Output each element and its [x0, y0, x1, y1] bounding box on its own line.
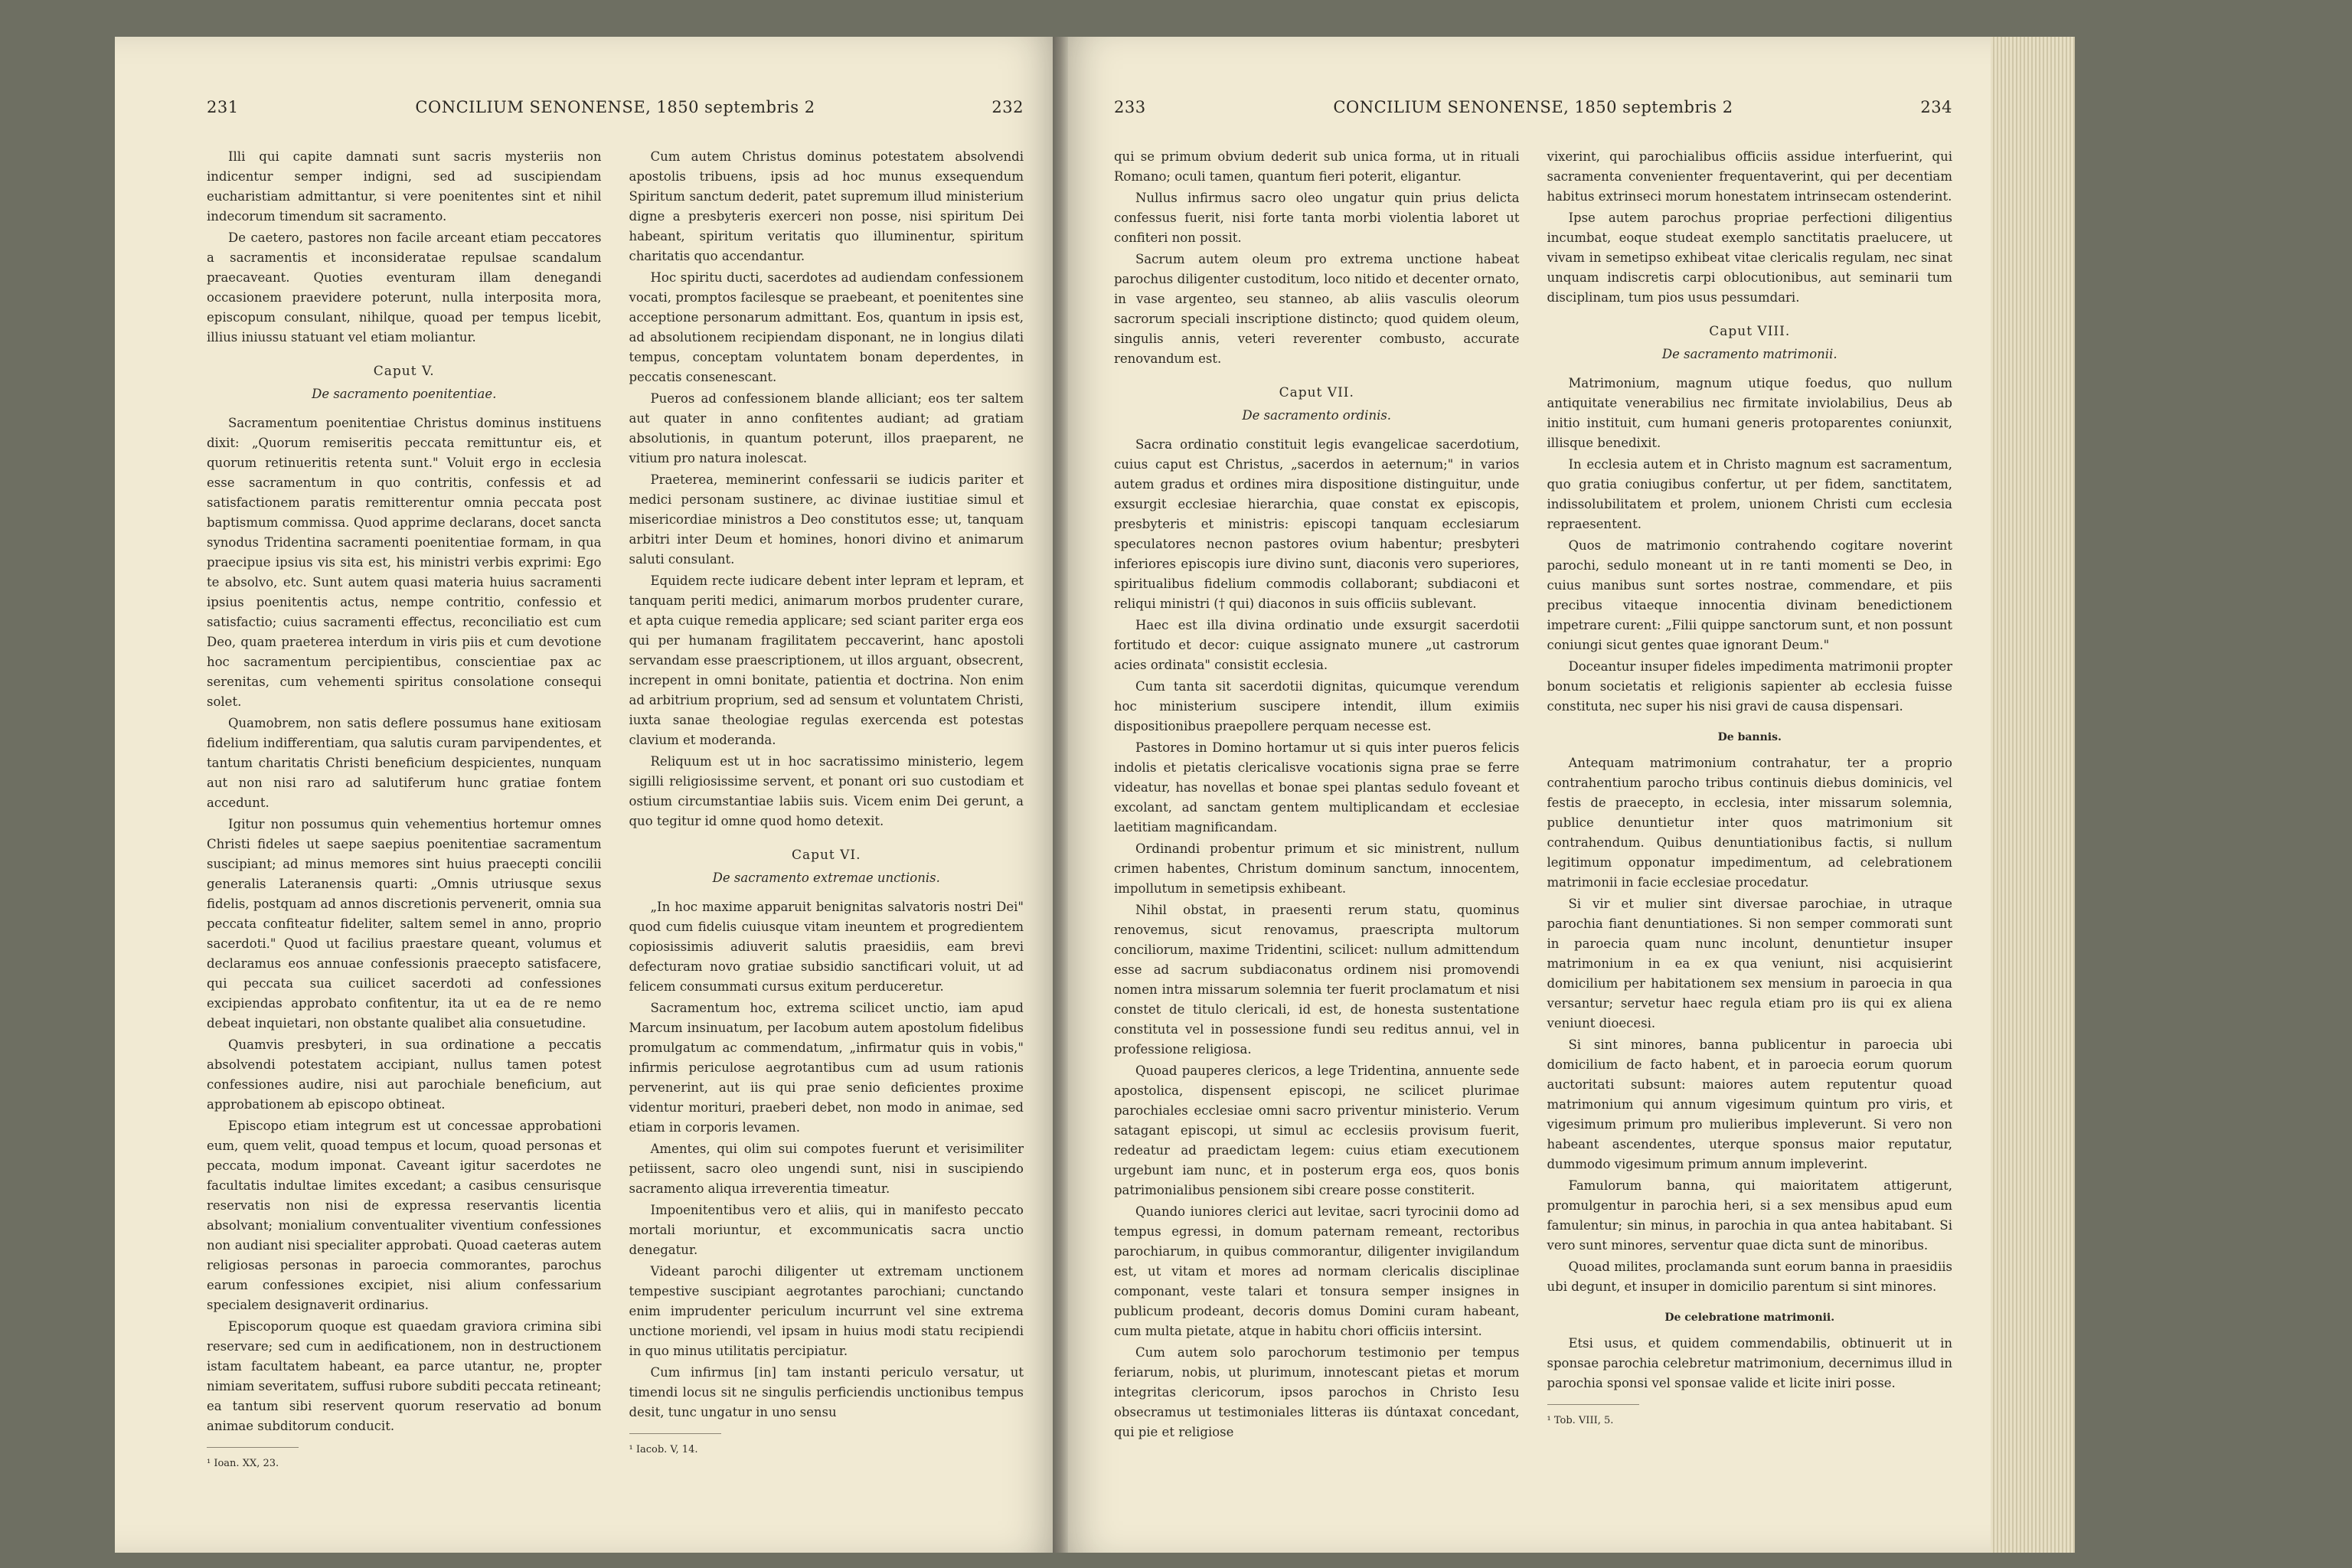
paragraph: Sacramentum poenitentiae Christus dominus instituens dixit: „Quorum remiseritis peccata remittuntur eis, et quorum retinueritis retenta sunt." Voluit ergo in ecclesia esse sacramentum in quo contritis, confessis et ad satisfactionem paratis remitterentur omnia peccata post baptismum commissa. Quod apprime declarans, docet sancta synodus Tridentina sacramenti poenitentiae formam, in qua praecipue ipsius vis sita est, his ministri verbis exprimi: Ego te absolvo, etc. Sunt autem quasi materia huius sacramenti ipsius poenitentis actus, nempe contritio, confessio et satisfactio; cuius sacramenti effectus, reconciliatio est cum Deo, quam praeterea interdum in viris piis et cum devotione hoc sacramentum percipientibus, conscientiae pax ac serenitas, cum vehementi spiritus consolatione consequi solet.	[207, 416, 602, 709]
page-number: 234	[1920, 98, 1952, 116]
right-page	[1060, 37, 2075, 1553]
chapter-heading: Caput VI.	[791, 848, 861, 863]
paragraph: Nihil obstat, in praesenti rerum statu, quominus renovemus, sicut renovamus, praescripta multorum conciliorum, maxime Tridentini, scilicet: nullum admittendum esse ad sacrum subdiaconatus ordinem nisi promovendi nomen intra missarum solemnia ter fuerit proclamatum et nisi constet de titulo clericali, id est, de honesta sustentatione constituta vel in possessione fundi seu reditus annui, vel in professione religiosa.	[1114, 903, 1520, 1057]
right-running-header	[1114, 98, 1952, 116]
section-heading: De bannis.	[1717, 731, 1782, 743]
paragraph: In ecclesia autem et in Christo magnum est sacramentum, quo gratia coniugibus confertur, ut per fidem, sanctitatem, indissolubilitatem et prolem, unionem Christi cum ecclesia repraesentent.	[1547, 457, 1952, 531]
footnote: ¹ Ioan. XX, 23.	[207, 1447, 299, 1474]
paragraph: Cum infirmus [in] tam instanti periculo versatur, ut timendi locus sit ne singulis perficiendis unctionibus tempus desit, tunc ungatur in uno sensu	[629, 1365, 1024, 1419]
paragraph: Hoc spiritu ducti, sacerdotes ad audiendam confessionem vocati, promptos facilesque se praebeant, et poenitentes sine acceptione personarum admittant. Eos, quantum in ipsis est, ad absolutionem recipiendam disponant, ne in longius dilati tempus, conceptam voluntatem bonam deperdentes, in peccatis consenescant.	[629, 270, 1024, 384]
open-book	[115, 37, 2075, 1553]
paragraph: Famulorum banna, qui maioritatem attigerunt, promulgentur in parochia heri, si a sex mensibus apud eum famulentur; sin minus, in parochia in qua antea habitabant. Si vero sunt minores, serventur quae dicta sunt de minoribus.	[1547, 1178, 1952, 1253]
page-number: 232	[991, 98, 1024, 116]
page-number: 233	[1114, 98, 1146, 116]
paragraph: Antequam matrimonium contrahatur, ter a proprio contrahentium parocho tribus continuis diebus dominicis, vel festis de praecepto, in ecclesia, inter missarum solemnia, publice denuntietur inter quos matrimonium sit contrahendum. Quibus denuntiationibus factis, si nullum legitimum opponatur impedimentum, ad celebrationem matrimonii in facie ecclesiae procedatur.	[1547, 756, 1952, 890]
paragraph: Episcopo etiam integrum est ut concessae approbationi eum, quem velit, quoad tempus et locum, quoad personas et peccata, modum imponat. Caveant igitur sacerdotes ne facultatis indultae limites excedant; a casibus censurisque reservatis non nisi de expressa reservantis licentia absolvant; monialium conventualiter viventium confessiones non audiant nisi specialiter approbati. Quoad caeteras autem religiosas personas in paroecia commorantes, parochus earum confessiones excipiet, nisi alium confessarium specialem designaverit ordinarius.	[207, 1119, 602, 1312]
paragraph: Doceantur insuper fideles impedimenta matrimonii propter bonum societatis et religionis sapienter ab ecclesia fuisse constituta, nec super his nisi gravi de causa dispensari.	[1547, 659, 1952, 714]
paragraph: Episcoporum quoque est quaedam graviora crimina sibi reservare; sed cum in aedificationem, non in destructionem istam facultatem habeant, ea parce utantur, ne, propter nimiam severitatem, suffusi rubore subditi peccata retineant; ea tantum sibi reservent quorum reservatio ad bonum animae subditorum conducit.	[207, 1319, 602, 1433]
paragraph: Quando iuniores clerici aut levitae, sacri tyrocinii domo ad tempus egressi, in domum paternam remeant, rectoribus parochiarum, in quibus commorantur, diligenter invigilandum est, ut vitam et mores ad normam clericalis disciplinae componant, veste talari et tonsura semper insignes in publicum prodeant, decoris domus Domini curam habeant, cum multa pietate, atque in habitu chori officiis intersint.	[1114, 1204, 1520, 1338]
paragraph: Igitur non possumus quin vehementius hortemur omnes Christi fideles ut saepe saepius poenitentiae sacramentum suscipiant; ad minus memores sint huius praecepti concilii generalis Lateranensis quarti: „Omnis utriusque sexus fidelis, postquam ad annos discretionis pervenerit, omnia sua peccata confiteatur fideliter, saltem semel in anno, proprio sacerdoti." Quod ut facilius praestare queant, volumus et declaramus eos annuae confessionis praecepto satisfacere, qui peccata sua cuilicet sacerdoti ad confessiones excipiendas approbato confitentur, ita ut ea de re nemo debeat inquietari, non obstante qualibet alia consuetudine.	[207, 817, 602, 1031]
paragraph: Amentes, qui olim sui compotes fuerunt et verisimiliter petiissent, sacro oleo ungendi sunt, nisi in suscipiendo sacramento aliqua irreverentia timeatur.	[629, 1142, 1024, 1196]
paragraph: Etsi usus, et quidem commendabilis, obtinuerit ut in sponsae parochia celebretur matrimonium, decernimus illud in parochia sponsi vel sponsae valide et licite iniri posse.	[1547, 1336, 1952, 1390]
paragraph: Quamobrem, non satis deflere possumus hane exitiosam fidelium indifferentiam, qua salutis curam parvipendentes, et tantum charitatis Christi beneficium despicientes, nunquam aut non nisi raro ad salutiferum hunc gratiae fontem accedunt.	[207, 716, 602, 810]
paragraph: Cum autem solo parochorum testimonio per tempus feriarum, nobis, ut plurimum, innotescant pietas et morum integritas clericorum, ipsos parochos in Christo Iesu obsecramus ut testimoniales litteras iis dúntaxat concedant, qui pie et religiose	[1114, 1345, 1520, 1439]
running-title: CONCILIUM SENONENSE, 1850 septembris 2	[1333, 98, 1733, 116]
paragraph: Quos de matrimonio contrahendo cogitare noverint parochi, sedulo moneant ut in re tanti momenti se Deo, in cuius manibus sunt sortes nostrae, commendare, et piis precibus vitaeque innocentia divinam benedictionem impetrare curent: „Filii quippe sanctorum sunt, et non possunt coniungi sicut gentes quae ignorant Deum."	[1547, 538, 1952, 652]
paragraph: Videant parochi diligenter ut extremam unctionem tempestive suscipiant aegrotantes parochiani; cunctando enim imprudenter periculum incurrunt vel sine extrema unctione moriendi, vel ipsam in huius modi statu recipiendi in quo minus utilitatis percipiatur.	[629, 1264, 1024, 1358]
paragraph: Sacramentum hoc, extrema scilicet unctio, iam apud Marcum insinuatum, per Iacobum autem apostolum fidelibus promulgatum ac commendatum, „infirmatur quis in vobis," infirmis periculose aegrotantibus cum ad usum rationis pervenerint, aut iis qui prae senio deficientes proxime videntur morituri, praeberi debet, non modo in animae, sed etiam in corporis levamen.	[629, 1001, 1024, 1135]
text-column	[1114, 147, 1520, 1444]
chapter-title: De sacramento poenitentiae.	[312, 387, 497, 401]
paragraph: Cum tanta sit sacerdotii dignitas, quicumque verendum hoc ministerium suscipere intendit, illum eximiis dispositionibus praepollere perquam necesse est.	[1114, 679, 1520, 733]
paragraph: Haec est illa divina ordinatio unde exsurgit sacerdotii fortitudo et decor: cuique assignato munere „ut castrorum acies ordinata" consistit ecclesia.	[1114, 618, 1520, 672]
section-heading: De celebratione matrimonii.	[1664, 1312, 1835, 1324]
paragraph: Illi qui capite damnati sunt sacris mysteriis non indicentur semper indigni, sed ad suscipiendam eucharistiam admittantur, si vere poenitentes sint et nihil indecorum timendum sit sacramento.	[207, 149, 602, 224]
paragraph: Quoad pauperes clericos, a lege Tridentina, annuente sede apostolica, dispensent episcopi, ne scilicet plurimae parochiales ecclesiae omni sacro priventur ministerio. Verum satagant episcopi, ut simul ac ecclesiis provisum fuerit, redeatur ad praedictam legem: cuius etiam executionem urgebunt iam nunc, et in posterum erga eos, quos bonis patrimonialibus pensionem sibi creare posse constiterit.	[1114, 1063, 1520, 1197]
chapter-title: De sacramento ordinis.	[1242, 408, 1392, 423]
paragraph: Quoad milites, proclamanda sunt eorum banna in praesidiis ubi degunt, et insuper in domicilio parentum si sint minores.	[1547, 1259, 1952, 1294]
text-column	[1547, 147, 1953, 1444]
paragraph: De caetero, pastores non facile arceant etiam peccatores a sacramentis et inconsideratae repulsae scandalum praecaveant. Quoties eventuram illam denegandi occasionem praevidere poterunt, nulla interposita mora, episcopum consulant, nihilque, quoad per tempus licebit, illius iniussu statuant vel etiam moliantur.	[207, 230, 602, 345]
paragraph: Sacra ordinatio constituit legis evangelicae sacerdotium, cuius caput est Christus, „sacerdos in aeternum;" in varios autem gradus et ordines mira dispositione distinguitur, unde exsurgit ecclesiae hierarchia, quae constat ex episcopis, presbyteris et ministris: episcopi tanquam ecclesiarum speculatores necnon pastores ovium habentur; presbyteri inferiores episcopis iure divino sunt, diaconis vero superiores, spiritualibus fidelium commodis collaborant; subdiaconi et reliqui ministri († qui) diaconos in suis officiis sublevant.	[1114, 437, 1520, 611]
paragraph: Matrimonium, magnum utique foedus, quo nullum antiquitate venerabilius nec firmitate inviolabilius, Deus ab initio instituit, cum humani generis protoparentes coniunxit, illisque benedixit.	[1547, 376, 1952, 450]
paragraph: vixerint, qui parochialibus officiis assidue interfuerint, qui sacramenta convenienter frequentaverint, qui per decentiam habitus extrinseci morum honestatem intrinsecam ostenderint.	[1547, 149, 1952, 204]
footnote: ¹ Tob. VIII, 5.	[1547, 1404, 1639, 1431]
paragraph: Pueros ad confessionem blande alliciant; eos ter saltem aut quater in anno confitentes audiant; ad gratiam absolutionis, in quantum poterunt, illos praeparent, ne vitium pro natura inolescat.	[629, 391, 1024, 466]
paragraph: „In hoc maxime apparuit benignitas salvatoris nostri Dei" quod cum fidelis cuiusque vitam ineuntem et progredientem copiosissimis adiuverit salutis praesidiis, eam brevi defecturam novo gratiae subsidio sanctificari voluit, ut ad felicem consummati cursus exitum perduceretur.	[629, 900, 1024, 994]
text-column	[207, 147, 602, 1474]
chapter-title: De sacramento extremae unctionis.	[712, 871, 940, 885]
book-gutter	[1053, 37, 1068, 1553]
paragraph: Cum autem Christus dominus potestatem absolvendi apostolis tribuens, ipsis ad hoc munus exsequendum Spiritum sanctum dederit, patet supremum illud ministerium digne a presbyteris exerceri non posse, nisi spiritum Dei habeant, spiritum veritatis quo illuminentur, spiritum charitatis quo accendantur.	[629, 149, 1024, 263]
text-column	[629, 147, 1024, 1474]
footnote: ¹ Iacob. V, 14.	[629, 1433, 721, 1460]
chapter-heading: Caput VIII.	[1709, 324, 1791, 339]
left-running-header	[207, 98, 1024, 116]
left-page	[115, 37, 1060, 1553]
chapter-title: De sacramento matrimonii.	[1661, 347, 1838, 361]
paragraph: Praeterea, meminerint confessarii se iudicis pariter et medici personam sustinere, ac divinae iustitiae simul et misericordiae ministros a Deo constitutos esse; ut, tanquam arbitri inter Deum et homines, honori divino et animarum saluti consulant.	[629, 472, 1024, 567]
paragraph: Pastores in Domino hortamur ut si quis inter pueros felicis indolis et pietatis clericalisve vocationis signa prae se ferre videatur, has novellas et bonae spei plantas sedulo foveant et excolant, ad sanctam gentem multiplicandam et ecclesiae laetitiam magnificandam.	[1114, 740, 1520, 835]
paragraph: Nullus infirmus sacro oleo ungatur quin prius delicta confessus fuerit, nisi forte tanta morbi violentia laboret ut confiteri non possit.	[1114, 191, 1520, 245]
paragraph: Equidem recte iudicare debent inter lepram et lepram, et tanquam periti medici, animarum morbos prudenter curare, et apta cuique remedia applicare; sed sciant pariter erga eos qui per humanam fragilitatem peccaverint, hanc apostoli servandam esse praescriptionem, ut illos arguant, obsecrent, increpent in omni bonitate, patientia et doctrina. Non enim ad arbitrium proprium, sed ad sensum et voluntatem Christi, iuxta sanae theologiae regulas exercenda est potestas clavium et moderanda.	[629, 573, 1024, 747]
paragraph: Quamvis presbyteri, in sua ordinatione a peccatis absolvendi potestatem accipiant, nullus tamen potest confessiones audire, nisi aut parochiale beneficium, aut approbationem ab episcopo obtineat.	[207, 1037, 602, 1112]
paragraph: qui se primum obvium dederit sub unica forma, ut in rituali Romano; oculi tamen, quantum fieri poterit, eligantur.	[1114, 149, 1520, 184]
paragraph: Impoenitentibus vero et aliis, qui in manifesto peccato mortali moriuntur, et excommunicatis sacra unctio denegatur.	[629, 1203, 1024, 1257]
paragraph: Si vir et mulier sint diversae parochiae, in utraque parochia fiant denuntiationes. Si non semper commorati sunt in paroecia quam nunc incolunt, denuntietur insuper matrimonium in ea ex qua veniunt, nisi acquisierint domicilium per habitationem sex mensium in paroecia in qua versantur; servetur haec regula etiam pro iis qui ex aliena veniunt dioecesi.	[1547, 897, 1952, 1031]
paragraph: Reliquum est ut in hoc sacratissimo ministerio, legem sigilli religiosissime servent, et ponant ori suo custodiam et ostium circumstantiae labiis suis. Vicem enim Dei gerunt, a quo tegitur id omne quod homo detexit.	[629, 754, 1024, 828]
paragraph: Si sint minores, banna publicentur in paroecia ubi domicilium de facto habent, et in paroecia eorum quorum auctoritati subsunt: maiores autem reputentur quoad matrimonium qui annum vigesimum quintum pro viris, et vigesimum primum pro mulieribus impleverunt. Si vero non habeant ascendentes, uterque sponsus maior reputatur, dummodo vigesimum primum annum impleverint.	[1547, 1037, 1952, 1171]
page-number: 231	[207, 98, 239, 116]
chapter-heading: Caput VII.	[1279, 385, 1354, 400]
paragraph: Sacrum autem oleum pro extrema unctione habeat parochus diligenter custoditum, loco nitido et decenter ornato, in vase argenteo, seu stanneo, ab aliis vasculis oleorum sacrorum speciali inscriptione distincto; quod quidem oleum, singulis annis, veteri reverenter combusto, accurate renovandum est.	[1114, 252, 1520, 366]
chapter-heading: Caput V.	[373, 364, 435, 379]
page-edges	[1991, 37, 2075, 1553]
paragraph: Ipse autem parochus propriae perfectioni diligentius incumbat, eoque studeat exemplo sanctitatis praelucere, ut vivam in semetipso exhibeat vitae clericalis regulam, nec sinat unquam indiscretis carpi oblocutionibus, aut seminarii tum disciplinam, tum pios usus pessumdari.	[1547, 211, 1952, 305]
running-title: CONCILIUM SENONENSE, 1850 septembris 2	[415, 98, 815, 116]
paragraph: Ordinandi probentur primum et sic ministrent, nullum crimen habentes, Christum dominum sanctum, innocentem, impollutum in semetipsis exhibeant.	[1114, 841, 1520, 896]
